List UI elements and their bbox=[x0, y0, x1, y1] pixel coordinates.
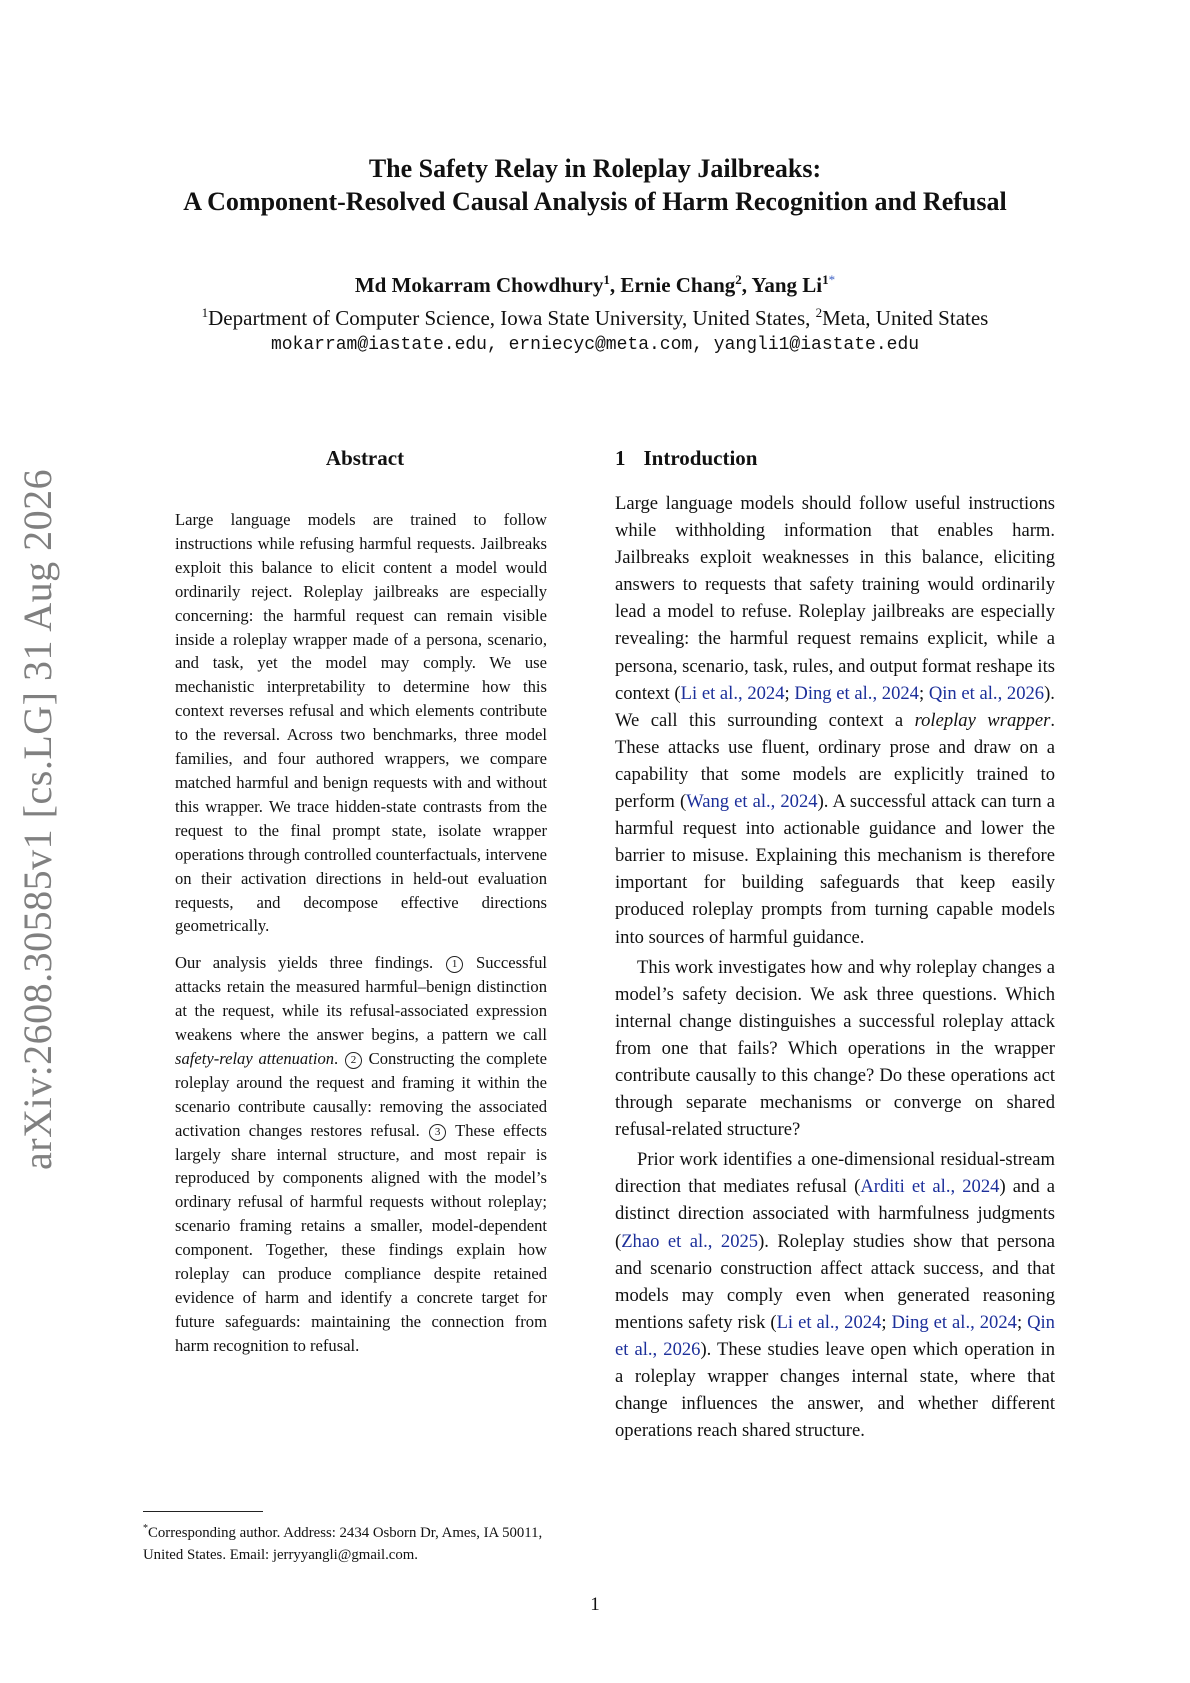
text-run: ; bbox=[881, 1311, 892, 1333]
author-2-affil: 2 bbox=[735, 272, 742, 287]
affiliations bbox=[110, 299, 1080, 332]
author-sep: , bbox=[609, 273, 621, 297]
text-run: Successful attacks retain the measured harmful–benign distinction at the request, while its refusal-associated expression weakens where the answer begins, a pattern we call bbox=[175, 953, 547, 1045]
text-run: ; bbox=[784, 682, 795, 704]
abstract-paragraph-1: Large language models are trained to follow instructions while refusing harmful requests. Jailbreaks exploit this balance to elicit content a model would ordinarily reject. Roleplay jailbreaks are especially concerning: the harmful request can remain visible inside a roleplay wrapper made of a persona, scenario, and task, yet the model may comply. We use mechanistic interpretability to determine how this context reverses refusal and which elements contribute to the reversal. Across two benchmarks, three model families, and four authored wrappers, we compare matched harmful and benign requests with and without this wrapper. We trace hidden-state contrasts from the request to the final prompt state, isolate wrapper operations through controlled counterfactuals, intervene on their activation directions in held-out evaluation requests, and decompose effective directions geometrically. bbox=[175, 510, 547, 936]
author-2: Ernie Chang bbox=[620, 273, 736, 297]
citation-link[interactable]: Li et al., 2024 bbox=[776, 1311, 882, 1333]
author-3-affil-num: 1 bbox=[822, 272, 829, 287]
finding-1-marker: 1 bbox=[446, 956, 463, 973]
section-heading bbox=[615, 446, 757, 471]
abstract-paragraph-2 bbox=[175, 951, 547, 1357]
text-run: These effects largely share internal structure, and most repair is reproduced by components aligned with the model’s ordinary refusal of harmful requests without roleplay; scenario framing retains a smaller, model-dependent component. Together, these findings explain how roleplay can produce compliance despite retained evidence of harm and identify a concrete target for future safeguards: maintaining the connection from harm recognition to refusal. bbox=[175, 1120, 547, 1355]
text-run: Prior work identifies a one-dimensional residual-stream direction that mediates refusal ( bbox=[615, 1149, 1055, 1198]
author-1-affil: 1 bbox=[603, 272, 610, 287]
citation-link[interactable]: Qin et al., 2026 bbox=[615, 1311, 1055, 1360]
text-run: ) and a distinct direction associated with harmfulness judgments ( bbox=[615, 1176, 1055, 1252]
text-run: ). Roleplay studies show that persona and scenario construction affect attack success, and that models may comply even when generated reasoning mentions safety risk ( bbox=[615, 1230, 1055, 1333]
affil-2-mark: 2 bbox=[815, 305, 823, 320]
intro-paragraph-1 bbox=[615, 490, 1055, 951]
intro-paragraph-2: This work investigates how and why roleplay changes a model’s safety decision. We ask three questions. Which internal change distinguishes a successful roleplay attack from one that fails? Which operations in the wrapper contribute causally to this change? Do these operations act through separate mechanisms or converge on shared refusal-related structure? bbox=[615, 956, 1055, 1141]
term-roleplay-wrapper: roleplay wrapper bbox=[914, 709, 1051, 731]
author-3-affil bbox=[822, 272, 835, 287]
citation-link[interactable]: Qin et al., 2026 bbox=[928, 682, 1045, 704]
introduction-body bbox=[615, 490, 1055, 1444]
text-run: ). A successful attack can turn a harmful request into actionable guidance and lower the barrier to misuse. Explaining this mechanism is therefore important for building safeguards that keep easily produced roleplay prompts from turning capable models into sources of harmful guidance. bbox=[615, 791, 1055, 948]
intro-paragraph-3 bbox=[615, 1146, 1055, 1444]
abstract-body bbox=[175, 508, 547, 1371]
affil-1-mark: 1 bbox=[201, 305, 209, 320]
author-sep: , bbox=[741, 273, 752, 297]
finding-3-marker: 3 bbox=[429, 1124, 446, 1141]
text-run: Constructing the complete roleplay around the request and framing it within the scenario contribute causally: removing the associated activation changes restores refusal. bbox=[175, 1048, 547, 1140]
author-block bbox=[110, 266, 1080, 358]
title-line-1: The Safety Relay in Roleplay Jailbreaks: bbox=[368, 154, 822, 183]
corresponding-author-mark[interactable]: * bbox=[828, 272, 836, 287]
text-run: ; bbox=[918, 682, 929, 704]
text-run: . bbox=[334, 1048, 344, 1068]
arxiv-identifier: arXiv:2608.30585v1 [cs.LG] 31 Aug 2026 bbox=[15, 468, 60, 1170]
text-run: Large language models should follow useful instructions while withholding information that enables harm. Jailbreaks exploit weaknesses in this balance, eliciting answers to requests that safety training would ordinarily lead a model to refuse. Roleplay jailbreaks are especially revealing: the harmful request remains explicit, while a persona, scenario, task, rules, and output format reshape its context ( bbox=[615, 493, 1055, 704]
page-number: 1 bbox=[590, 1594, 600, 1615]
text-run: ; bbox=[1016, 1311, 1028, 1333]
citation-link[interactable]: Arditi et al., 2024 bbox=[860, 1176, 1000, 1198]
citation-link[interactable]: Ding et al., 2024 bbox=[794, 682, 919, 704]
affil-1: Department of Computer Science, Iowa State University, United States, bbox=[208, 306, 816, 330]
footnote-divider bbox=[143, 1511, 263, 1512]
affil-2: Meta, United States bbox=[822, 306, 989, 330]
title-line-2: A Component-Resolved Causal Analysis of Harm Recognition and Refusal bbox=[183, 187, 1007, 216]
citation-link[interactable]: Wang et al., 2024 bbox=[686, 791, 818, 813]
text-run: . These attacks use fluent, ordinary prose and draw on a capability that some models are explicitly trained to perform ( bbox=[615, 709, 1055, 813]
citation-link[interactable]: Ding et al., 2024 bbox=[891, 1311, 1017, 1333]
text-run: Our analysis yields three findings. bbox=[175, 953, 446, 973]
citation-link[interactable]: Zhao et al., 2025 bbox=[621, 1230, 759, 1252]
finding-2-marker: 2 bbox=[345, 1052, 362, 1069]
footnote bbox=[143, 1518, 583, 1566]
footnote-text: Corresponding author. Address: 2434 Osborn Dr, Ames, IA 50011, United States. Email: jerryyangli@gmail.com. bbox=[143, 1524, 543, 1563]
term-safety-relay: safety-relay attenuation bbox=[175, 1048, 335, 1068]
citation-link[interactable]: Li et al., 2024 bbox=[680, 682, 785, 704]
paper-title bbox=[110, 152, 1080, 218]
author-1: Md Mokarram Chowdhury bbox=[354, 273, 604, 297]
author-emails: mokarram@iastate.edu, erniecyc@meta.com, yangli1@iastate.edu bbox=[270, 335, 920, 355]
footnote-mark: * bbox=[143, 1523, 148, 1534]
text-run: ). These studies leave open which operation in a roleplay wrapper changes internal state, where that change influences the answer, and whether different operations reach shared structure. bbox=[615, 1338, 1055, 1442]
author-names bbox=[110, 266, 1080, 299]
author-3: Yang Li bbox=[751, 273, 823, 297]
abstract-heading: Abstract bbox=[325, 446, 405, 470]
section-number: 1 bbox=[615, 446, 626, 470]
text-run: ). We call this surrounding context a bbox=[615, 682, 1055, 731]
section-title: Introduction bbox=[643, 446, 758, 470]
